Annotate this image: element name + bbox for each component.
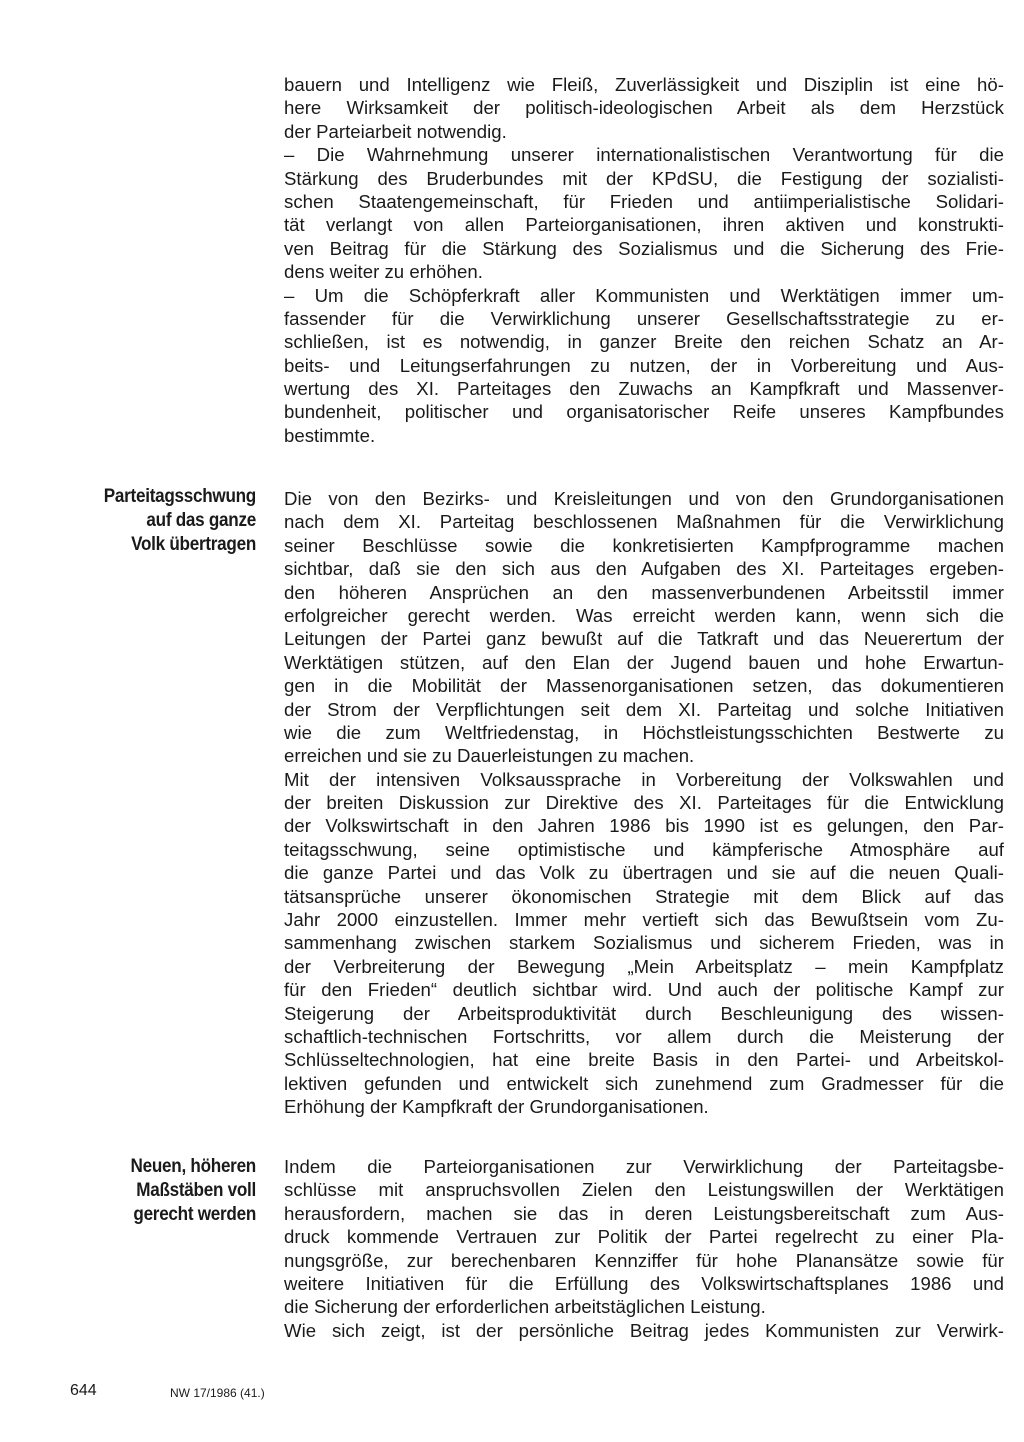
text-line: dens weiter zu erhöhen. [284, 261, 483, 283]
text-line: der Strom der Verpflichtungen seit dem XI. Parteitag und solche Initiativen [284, 698, 1004, 720]
text-line: den höheren Ansprüchen an den massenverbundenen Arbeitsstil immer [284, 581, 1004, 603]
side-heading [62, 1155, 256, 1227]
journal-reference: NW 17/1986 (41.) [170, 1386, 265, 1400]
text-line: gen in die Mobilität der Massenorganisationen setzen, das dokumentieren [284, 675, 1004, 697]
text-line: nach dem XI. Parteitag beschlossenen Maßnahmen für die Verwirklichung [284, 511, 1004, 533]
side-heading-line: Volk übertragen [131, 534, 256, 555]
text-line: Stärkung des Bruderbundes mit der KPdSU, die Festigung der sozialisti- [284, 167, 1004, 189]
text-line: der breiten Diskussion zur Direktive des XI. Parteitages für die Entwicklung [284, 792, 1004, 814]
text-line: die Sicherung der erforderlichen arbeitstäglichen Leistung. [284, 1296, 766, 1318]
text-line: nungsgröße, zur berechenbaren Kennziffer für hohe Planansätze sowie für [284, 1249, 1004, 1271]
text-line: wie die zum Weltfriedenstag, in Höchstleistungsschichten Bestwerte zu [284, 721, 1004, 743]
page-number: 644 [70, 1382, 97, 1399]
text-line: lektiven gefunden und entwickelt sich zunehmend zum Gradmesser für die [284, 1072, 1004, 1094]
side-heading-line: Maßstäben voll [136, 1180, 256, 1201]
text-line: sammenhang zwischen starkem Sozialismus und sicherem Frieden, was in [284, 932, 1004, 954]
text-line: Indem die Parteiorganisationen zur Verwirklichung der Parteitagsbe- [284, 1156, 1004, 1177]
text-line: – Die Wahrnehmung unserer internationalistischen Verantwortung für die [284, 144, 1004, 166]
side-heading-line: Parteitagsschwung [103, 486, 256, 507]
text-line: der Volkswirtschaft in den Jahren 1986 bis 1990 ist es gelungen, den Par- [284, 815, 1004, 837]
text-line: here Wirksamkeit der politisch-ideologischen Arbeit als dem Herzstück [284, 97, 1004, 119]
text-line: Werktätigen stützen, auf den Elan der Jugend bauen und hohe Erwartun- [284, 651, 1004, 673]
text-line: für den Frieden“ deutlich sichtbar wird. Und auch der politische Kampf zur [284, 979, 1004, 1001]
text-line: Die von den Bezirks- und Kreisleitungen und von den Grundorganisationen [284, 488, 1004, 509]
side-heading [62, 485, 256, 557]
text-line: – Um die Schöpferkraft aller Kommunisten und Werktätigen immer um- [284, 284, 1004, 306]
text-line: weitere Initiativen für die Erfüllung des Volkswirtschaftsplanes 1986 und [284, 1272, 1004, 1294]
text-line: ven Beitrag für die Stärkung des Sozialismus und die Sicherung des Frie- [284, 237, 1004, 259]
text-line: bestimmte. [284, 424, 376, 446]
text-line: druck kommende Vertrauen zur Politik der Partei regelrecht zu einer Pla- [284, 1226, 1004, 1248]
text-line: Steigerung der Arbeitsproduktivität durch Beschleunigung des wissen- [284, 1002, 1004, 1024]
text-line: bundenheit, politischer und organisatorischer Reife unseres Kampfbundes [284, 401, 1004, 423]
text-line: seiner Beschlüsse sowie die konkretisierten Kampfprogramme machen [284, 534, 1004, 556]
text-line: schaftlich-technischen Fortschritts, vor allem durch die Meisterung der [284, 1025, 1004, 1047]
side-heading-line: gerecht werden [133, 1204, 256, 1225]
body-text-block-3 [284, 1155, 1004, 1342]
text-line: tätsansprüche unserer ökonomischen Strategie mit dem Blick auf das [284, 885, 1004, 907]
text-line: erreichen und sie zu Dauerleistungen zu machen. [284, 745, 695, 767]
text-line: tät verlangt von allen Parteiorganisationen, ihren aktiven und konstrukti- [284, 214, 1004, 236]
text-line: schließen, ist es notwendig, in ganzer Breite den reichen Schatz an Ar- [284, 331, 1004, 353]
text-line: Schlüsseltechnologien, hat eine breite Basis in den Partei- und Arbeitskol- [284, 1049, 1004, 1071]
body-text-block-2 [284, 487, 1004, 1119]
side-heading-line: auf das ganze [146, 510, 256, 531]
text-line: sichtbar, daß sie den sich aus den Aufgaben des XI. Parteitages ergeben- [284, 558, 1004, 580]
text-line: Erhöhung der Kampfkraft der Grundorganisationen. [284, 1096, 709, 1118]
text-line: schlüsse mit anspruchsvollen Zielen den Leistungswillen der Werktätigen [284, 1179, 1004, 1201]
text-line: schen Staatengemeinschaft, für Frieden und antiimperialistische Solidari- [284, 190, 1004, 212]
text-line: wertung des XI. Parteitages den Zuwachs an Kampfkraft und Massenver- [284, 378, 1004, 400]
text-line: Leitungen der Partei ganz bewußt auf die Tatkraft und das Neuerertum der [284, 628, 1004, 650]
text-line: Mit der intensiven Volksaussprache in Vorbereitung der Volkswahlen und [284, 768, 1004, 790]
text-line: Jahr 2000 einzustellen. Immer mehr vertieft sich das Bewußtsein vom Zu- [284, 909, 1004, 931]
text-line: herausfordern, machen sie das in deren Leistungsbereitschaft zum Aus- [284, 1202, 1004, 1224]
body-text-block-1 [284, 73, 1004, 447]
text-line: teitagsschwung, seine optimistische und kämpferische Atmosphäre auf [284, 838, 1004, 860]
text-line: beits- und Leitungserfahrungen zu nutzen, der in Vorbereitung und Aus- [284, 354, 1004, 376]
side-heading-line: Neuen, höheren [130, 1156, 256, 1177]
text-line: fassender für die Verwirklichung unserer Gesellschaftsstrategie zu er- [284, 307, 1004, 329]
text-line: Wie sich zeigt, ist der persönliche Beitrag jedes Kommunisten zur Verwirk- [284, 1319, 1004, 1341]
text-line: die ganze Partei und das Volk zu übertragen und sie auf die neuen Quali- [284, 862, 1004, 884]
text-line: der Verbreiterung der Bewegung „Mein Arbeitsplatz – mein Kampfplatz [284, 955, 1004, 977]
text-line: erfolgreicher gerecht werden. Was erreicht werden kann, wenn sich die [284, 604, 1004, 626]
text-line: der Parteiarbeit notwendig. [284, 120, 507, 142]
text-line: bauern und Intelligenz wie Fleiß, Zuverlässigkeit und Disziplin ist eine hö- [284, 74, 1004, 95]
